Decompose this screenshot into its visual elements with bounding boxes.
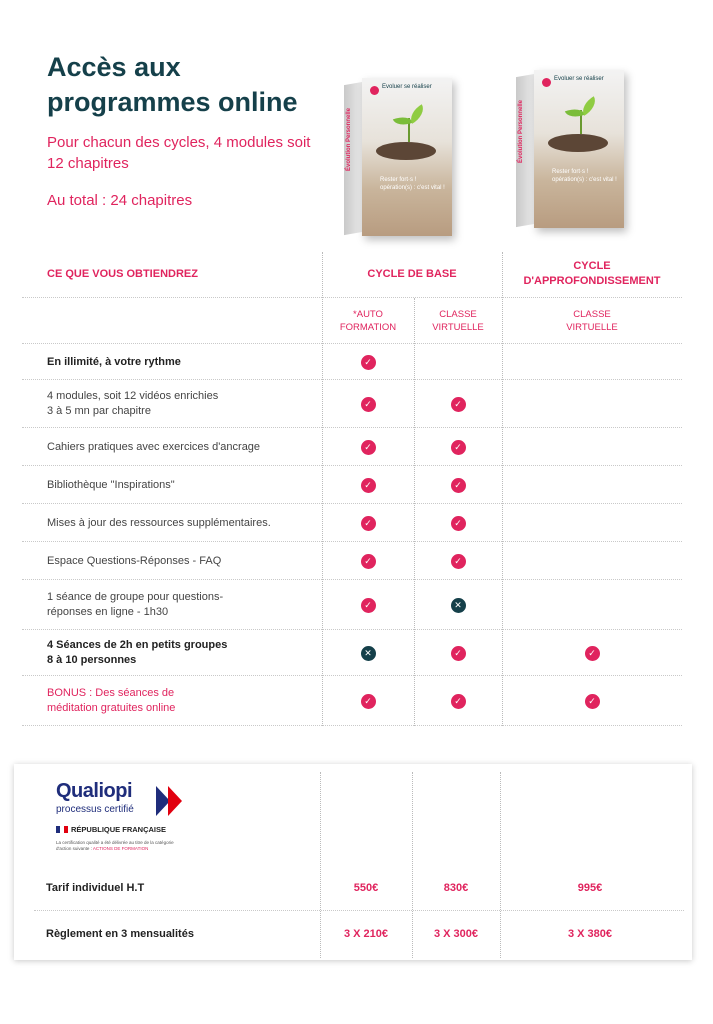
box-caption: Rester fort·s ! opération(s) : c'est vital ! — [380, 177, 445, 191]
cell-auto — [322, 428, 414, 466]
check-circle-icon: ✓ — [451, 554, 466, 569]
certification-note-text: La certification qualité a été délivrée au titre de la catégorie d'action suivante : — [56, 840, 174, 851]
table-row — [22, 380, 682, 428]
table-row — [22, 466, 682, 504]
table-row — [22, 504, 682, 542]
republique-label: RÉPUBLIQUE FRANÇAISE — [71, 825, 167, 834]
page-title: Accès aux programmes online — [47, 52, 298, 117]
republique-francaise — [56, 825, 196, 834]
check-circle-icon: ✓ — [451, 646, 466, 661]
cell-appro — [502, 580, 682, 630]
cell-appro — [502, 630, 682, 676]
hero-section — [0, 0, 713, 250]
cell-auto — [322, 630, 414, 676]
header-cycle-appro: CYCLE D'APPROFONDISSEMENT — [523, 260, 661, 287]
subheader-classe-appro: CLASSE VIRTUELLE — [566, 309, 618, 333]
cell-auto — [322, 504, 414, 542]
box-spine: Évolution Personnelle — [518, 100, 524, 164]
header-label: CE QUE VOUS OBTIENDREZ — [47, 267, 198, 280]
qualiopi-sub: processus certifié — [56, 804, 134, 815]
feature-label: En illimité, à votre rythme — [47, 355, 181, 368]
cell-appro — [502, 504, 682, 542]
box-brand: Evoluer se réaliser — [554, 76, 604, 82]
check-circle-icon: ✓ — [361, 598, 376, 613]
cell-appro — [502, 380, 682, 428]
cell-auto — [322, 466, 414, 504]
feature-label: Mises à jour des ressources supplémentaires. — [47, 516, 271, 529]
cell-classe — [414, 676, 502, 726]
product-box-base — [340, 68, 452, 236]
price-auto: 550€ — [353, 882, 379, 894]
check-circle-icon: ✓ — [585, 646, 600, 661]
pricing-card — [14, 764, 692, 960]
brand-logo-icon — [542, 78, 551, 87]
check-circle-icon: ✓ — [361, 478, 376, 493]
cell-classe — [414, 344, 502, 380]
header-cycle-base: CYCLE DE BASE — [367, 267, 457, 280]
table-row — [22, 428, 682, 466]
feature-label: Espace Questions-Réponses - FAQ — [47, 554, 222, 567]
cell-classe — [414, 542, 502, 580]
feature-label: BONUS : Des séances de méditation gratuites online — [47, 687, 176, 714]
cell-appro — [502, 676, 682, 726]
cell-appro — [502, 428, 682, 466]
check-circle-icon: ✓ — [451, 440, 466, 455]
feature-label: 4 modules, soit 12 vidéos enrichies 3 à 5 mn par chapitre — [47, 390, 219, 417]
cross-circle-icon: ✕ — [361, 646, 376, 661]
cell-appro — [502, 466, 682, 504]
check-circle-icon: ✓ — [361, 516, 376, 531]
qualiopi-name: Qualiopi — [56, 780, 132, 802]
check-circle-icon: ✓ — [451, 478, 466, 493]
cell-appro — [502, 344, 682, 380]
cell-classe — [414, 630, 502, 676]
check-circle-icon: ✓ — [451, 397, 466, 412]
cell-auto — [322, 344, 414, 380]
installment-auto: 3 X 210€ — [343, 928, 389, 940]
cell-classe — [414, 380, 502, 428]
chapter-total: Au total : 24 chapitres — [47, 192, 193, 209]
check-circle-icon: ✓ — [451, 516, 466, 531]
feature-label: Cahiers pratiques avec exercices d'ancrage — [47, 440, 261, 453]
check-circle-icon: ✓ — [451, 694, 466, 709]
feature-label: 1 séance de groupe pour questions- réponses en ligne - 1h30 — [47, 591, 224, 618]
feature-label: Bibliothèque "Inspirations" — [47, 478, 175, 491]
qualiopi-logo — [56, 780, 196, 852]
cell-classe — [414, 428, 502, 466]
check-circle-icon: ✓ — [585, 694, 600, 709]
cell-auto — [322, 580, 414, 630]
box-caption: Rester fort·s ! opération(s) : c'est vital ! — [552, 169, 617, 183]
cell-appro — [502, 542, 682, 580]
installment-appro: 3 X 380€ — [567, 928, 613, 940]
cell-auto — [322, 542, 414, 580]
certification-note-highlight: ACTIONS DE FORMATION — [92, 846, 149, 851]
check-circle-icon: ✓ — [361, 440, 376, 455]
certification-note — [56, 840, 186, 852]
table-header-row — [22, 250, 682, 298]
price-label-installments: Règlement en 3 mensualités — [46, 928, 194, 940]
brand-logo-icon — [370, 86, 379, 95]
check-circle-icon: ✓ — [361, 554, 376, 569]
box-spine: Évolution Personnelle — [346, 108, 352, 172]
page-subtitle: Pour chacun des cycles, 4 modules soit 12 chapitres — [47, 134, 311, 172]
check-circle-icon: ✓ — [361, 397, 376, 412]
price-label-individual: Tarif individuel H.T — [46, 882, 145, 894]
installment-classe: 3 X 300€ — [433, 928, 479, 940]
cell-classe — [414, 504, 502, 542]
table-subheader-row — [22, 298, 682, 344]
qualiopi-arrow-icon — [156, 786, 190, 816]
table-row — [22, 630, 682, 676]
table-row — [22, 676, 682, 726]
cell-classe — [414, 466, 502, 504]
check-circle-icon: ✓ — [361, 355, 376, 370]
price-classe: 830€ — [443, 882, 469, 894]
subheader-classe-base: CLASSE VIRTUELLE — [432, 309, 484, 333]
cell-auto — [322, 676, 414, 726]
check-circle-icon: ✓ — [361, 694, 376, 709]
cross-circle-icon: ✕ — [451, 598, 466, 613]
feature-label: 4 Séances de 2h en petits groupes 8 à 10 personnes — [47, 639, 228, 666]
french-flag-icon — [56, 826, 68, 833]
cell-classe — [414, 580, 502, 630]
product-box-appro — [512, 60, 624, 228]
subheader-auto: *AUTO FORMATION — [339, 309, 397, 333]
table-row — [22, 542, 682, 580]
table-row — [22, 344, 682, 380]
price-appro: 995€ — [577, 882, 603, 894]
box-brand: Evoluer se réaliser — [382, 84, 432, 90]
cell-auto — [322, 380, 414, 428]
table-row — [22, 580, 682, 630]
